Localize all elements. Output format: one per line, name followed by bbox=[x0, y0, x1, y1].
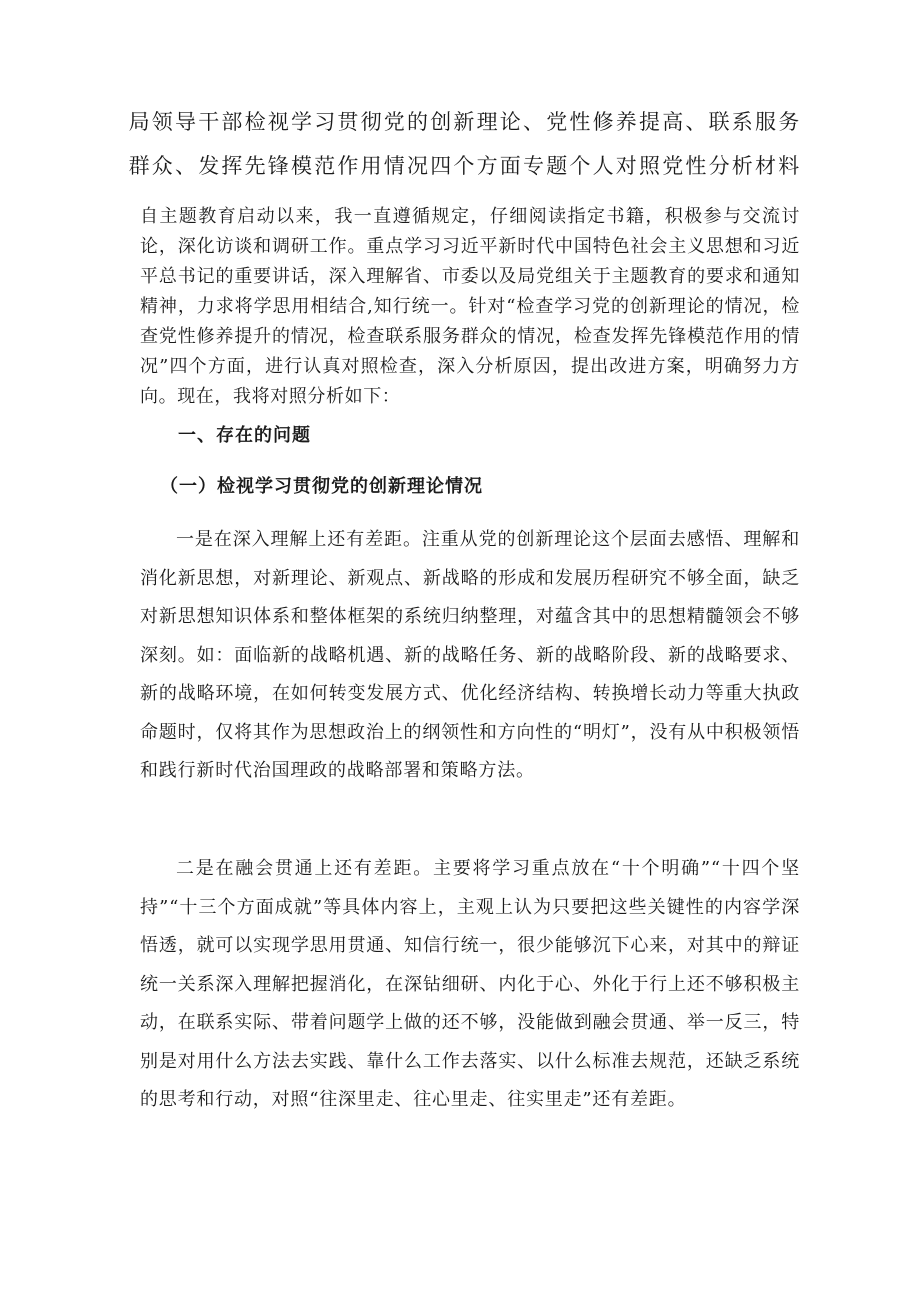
subsection-heading: （一）检视学习贯彻党的创新理论情况 bbox=[160, 476, 483, 497]
title-line-2: 群众、发挥先锋模范作用情况四个方面专题个人对照党性分析材料 bbox=[128, 154, 802, 178]
document-title bbox=[120, 100, 810, 188]
intro-paragraph: 自主题教育启动以来，我一直遵循规定，仔细阅读指定书籍，积极参与交流讨论，深化访谈和调研工作。重点学习习近平新时代中国特色社会主义思想和习近平总书记的重要讲话，深入理解省、市委以及局党组关于主题教育的要求和通知精神，力求将学思用相结合,知行统一。针对“检查学习党的创新理论的情况，检查党性修养提升的情况，检查联系服务群众的情况，检查发挥先锋模范作用的情况”四个方面，进行认真对照检查，深入分析原因，提出改进方案，明确努力方向。现在，我将对照分析如下： bbox=[140, 206, 800, 407]
body-paragraph-1: 一是在深入理解上还有差距。注重从党的创新理论这个层面去感悟、理解和消化新思想，对新理论、新观点、新战略的形成和发展历程研究不够全面，缺乏对新思想知识体系和整体框架的系统归纳整理，对蕴含其中的思想精髓领会不够深刻。如：面临新的战略机遇、新的战略任务、新的战略阶段、新的战略要求、新的战略环境，在如何转变发展方式、优化经济结构、转换增长动力等重大执政命题时，仅将其作为思想政治上的纲领性和方向性的“明灯”，没有从中积极领悟和践行新时代治国理政的战略部署和策略方法。 bbox=[140, 529, 800, 781]
section-heading: 一、存在的问题 bbox=[178, 425, 311, 446]
body-paragraph-2: 二是在融会贯通上还有差距。主要将学习重点放在“十个明确”“十四个坚持”“十三个方面成就”等具体内容上，主观上认为只要把这些关键性的内容学深悟透，就可以实现学思用贯通、知信行统一，很少能够沉下心来，对其中的辩证统一关系深入理解把握消化，在深钻细研、内化于心、外化于行上还不够积极主动，在联系实际、带着问题学上做的还不够，没能做到融会贯通、举一反三，特别是对用什么方法去实践、靠什么工作去落实、以什么标准去规范，还缺乏系统的思考和行动，对照“往深里走、往心里走、往实里走”还有差距。 bbox=[140, 858, 800, 1110]
title-line-1: 局领导干部检视学习贯彻党的创新理论、党性修养提高、联系服务 bbox=[128, 110, 802, 134]
